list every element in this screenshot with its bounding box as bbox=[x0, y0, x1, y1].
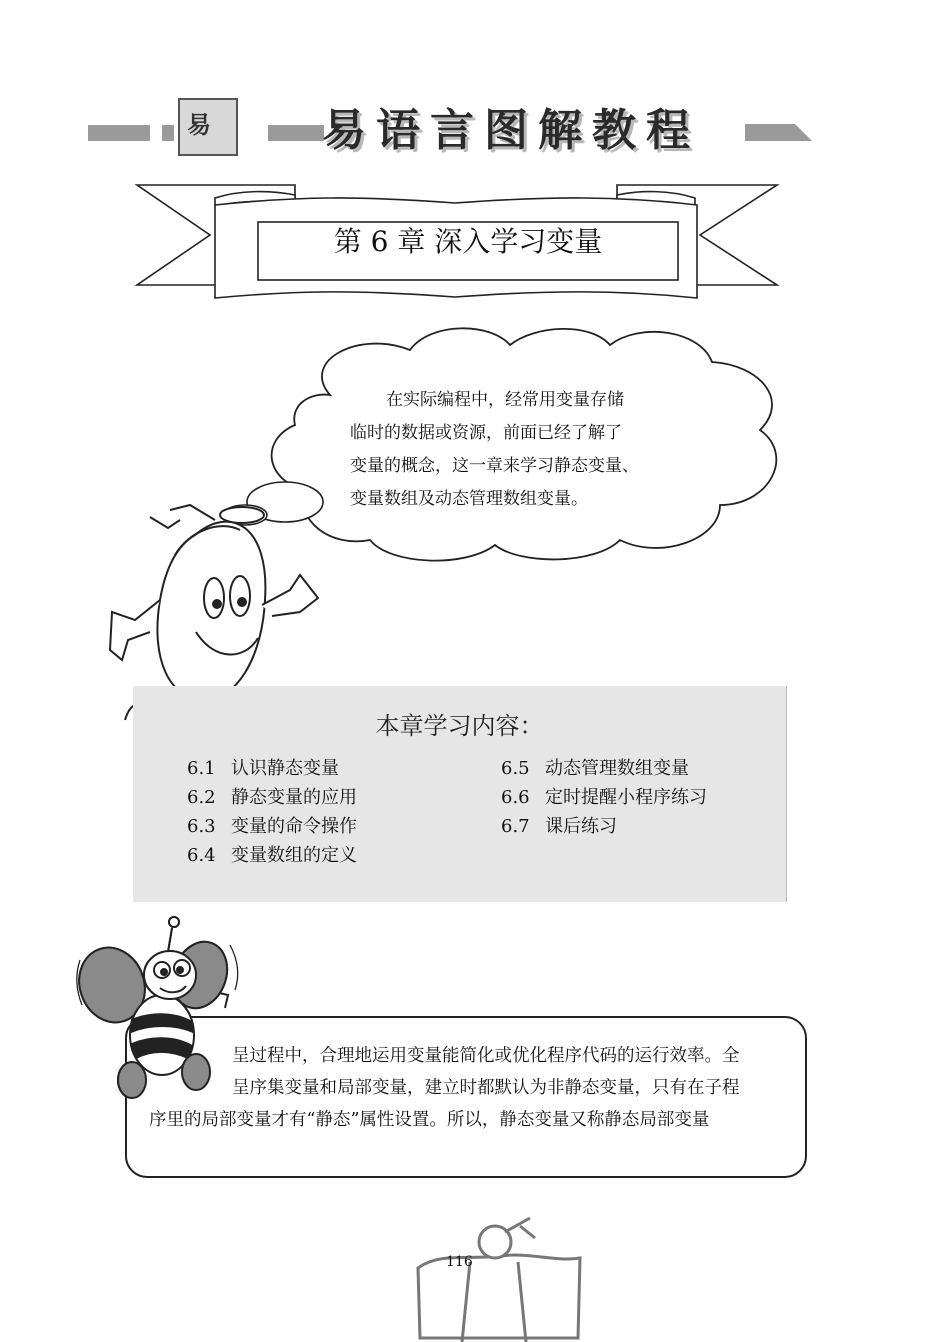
section-number: 6.3 bbox=[187, 816, 216, 837]
contents-item bbox=[501, 783, 707, 812]
bee-overlay bbox=[70, 910, 240, 1110]
section-label: 变量的命令操作 bbox=[231, 816, 357, 837]
contents-item bbox=[187, 783, 357, 812]
contents-item bbox=[187, 812, 357, 841]
section-label: 认识静态变量 bbox=[231, 758, 339, 779]
section-number: 6.4 bbox=[187, 845, 216, 866]
contents-left-column bbox=[187, 754, 357, 870]
section-label: 定时提醒小程序练习 bbox=[545, 787, 707, 808]
book-logo bbox=[178, 98, 238, 156]
note-line: 呈过程中，合理地运用变量能简化或优化程序代码的运行效率。全 bbox=[232, 1046, 740, 1066]
section-number: 6.7 bbox=[501, 816, 530, 837]
note-line: 呈序集变量和局部变量，建立时都默认为非静态变量，只有在子程 bbox=[232, 1078, 740, 1098]
logo-character: 易 bbox=[187, 111, 211, 139]
page-number: 116 bbox=[446, 1254, 473, 1270]
chapter-title: 第 6 章 深入学习变量 bbox=[333, 225, 603, 258]
intro-line: 变量数组及动态管理数组变量。 bbox=[350, 489, 588, 509]
intro-line: 临时的数据或资源，前面已经了解了 bbox=[350, 423, 622, 443]
section-number: 6.5 bbox=[501, 758, 530, 779]
book-title: 易语言图解教程 bbox=[322, 105, 700, 156]
section-label: 动态管理数组变量 bbox=[545, 758, 689, 779]
contents-heading: 本章学习内容： bbox=[375, 712, 544, 740]
section-number: 6.1 bbox=[187, 758, 216, 779]
intro-line: 变量的概念，这一章来学习静态变量、 bbox=[350, 456, 639, 476]
chapter-contents-box bbox=[133, 686, 787, 902]
section-label: 课后练习 bbox=[545, 816, 617, 837]
contents-right-column bbox=[501, 754, 707, 841]
section-label: 变量数组的定义 bbox=[231, 845, 357, 866]
section-number: 6.6 bbox=[501, 787, 530, 808]
intro-line: 在实际编程中，经常用变量存储 bbox=[386, 390, 624, 410]
note-line: 序里的局部变量才有“静态”属性设置。所以，静态变量又称静态局部变量 bbox=[149, 1110, 710, 1130]
intro-paragraph bbox=[350, 384, 680, 516]
contents-item bbox=[187, 754, 357, 783]
section-label: 静态变量的应用 bbox=[231, 787, 357, 808]
section-number: 6.2 bbox=[187, 787, 216, 808]
contents-item bbox=[501, 812, 707, 841]
footer-signpost-graphic bbox=[418, 1218, 580, 1342]
contents-item bbox=[187, 841, 357, 870]
contents-item bbox=[501, 754, 707, 783]
